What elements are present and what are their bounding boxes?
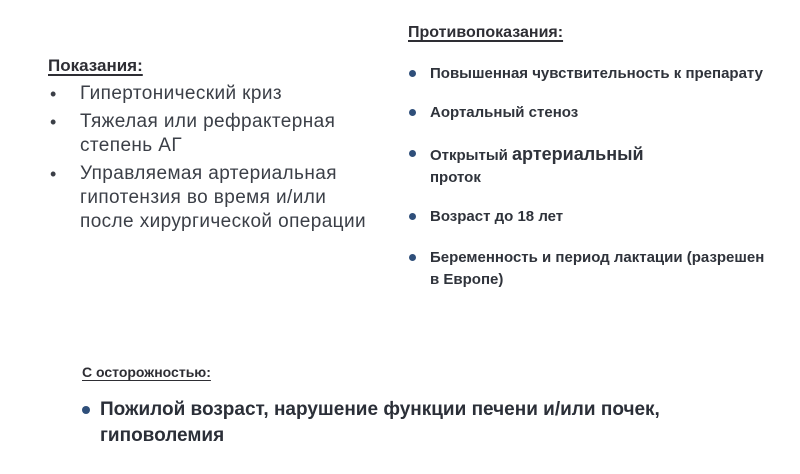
bullet-dot-icon bbox=[409, 109, 416, 116]
contraindications-section bbox=[408, 24, 768, 291]
contraindications-heading: Противопоказания: bbox=[408, 24, 564, 41]
bullet-icon: • bbox=[50, 84, 57, 104]
list-item bbox=[408, 247, 768, 291]
caution-section bbox=[82, 364, 722, 449]
bullet-icon: • bbox=[50, 112, 57, 132]
caution-list bbox=[82, 397, 722, 449]
caution-heading: С осторожностью: bbox=[82, 364, 211, 380]
list-item bbox=[48, 162, 378, 234]
bullet-dot-icon bbox=[409, 70, 416, 77]
contraindication-text: Повышенная чувствительность к препарату bbox=[430, 65, 763, 82]
bullet-dot-icon bbox=[409, 254, 416, 261]
list-item bbox=[48, 110, 378, 158]
list-item bbox=[408, 102, 768, 124]
bullet-icon: • bbox=[50, 164, 57, 184]
list-item bbox=[48, 82, 378, 106]
contraindication-text: Аортальный стеноз bbox=[430, 104, 579, 121]
contraindication-text: Возраст до 18 лет bbox=[430, 208, 564, 225]
bullet-dot-icon bbox=[82, 406, 90, 414]
contraindication-text: Беременность и период лактации (разрешен в Европе) bbox=[430, 249, 765, 288]
ductus-suffix: проток bbox=[430, 169, 481, 186]
indications-heading: Показания: bbox=[48, 56, 143, 75]
caution-text: Пожилой возраст, нарушение функции печени и/или почек, гиповолемия bbox=[100, 399, 660, 446]
bullet-dot-icon bbox=[409, 213, 416, 220]
bullet-dot-icon bbox=[409, 150, 416, 157]
indication-text: Гипертонический криз bbox=[80, 83, 282, 104]
list-item bbox=[408, 206, 768, 228]
ductus-emphasis: артериальный bbox=[512, 144, 644, 164]
indication-text: Тяжелая или рефрактерная степень АГ bbox=[80, 111, 336, 156]
indications-section bbox=[48, 56, 378, 238]
list-item bbox=[82, 397, 722, 449]
indication-text: Управляемая артериальная гипотензия во время и/или после хирургической операции bbox=[80, 163, 366, 232]
contraindications-list bbox=[408, 63, 768, 291]
list-item bbox=[408, 63, 768, 85]
indications-list bbox=[48, 82, 378, 234]
list-item bbox=[408, 143, 768, 189]
ductus-prefix: Открытый bbox=[430, 147, 513, 164]
